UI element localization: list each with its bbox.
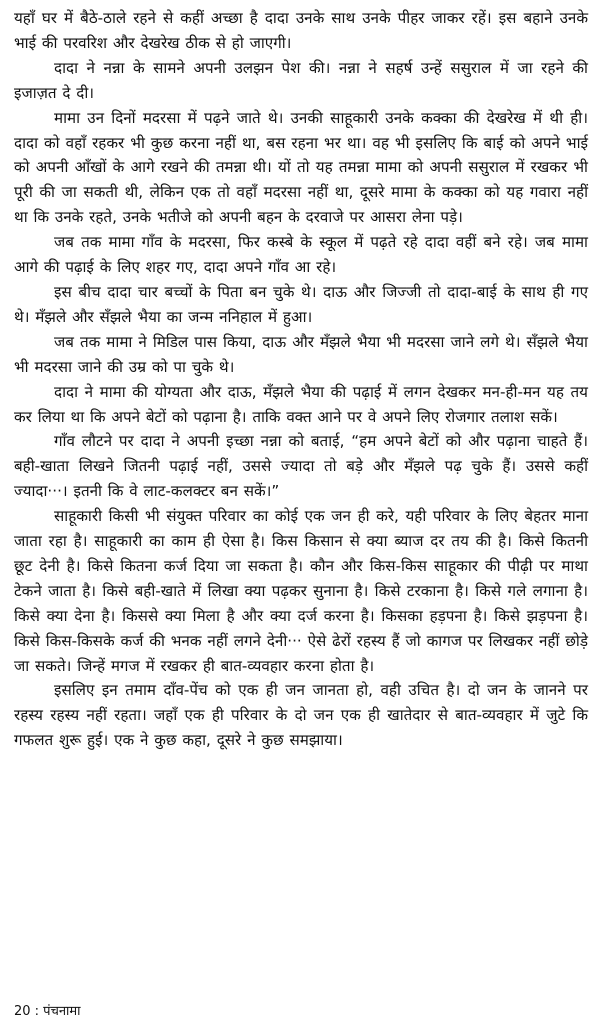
paragraph-2: दादा ने नन्ना के सामने अपनी उलझन पेश की। नन्ना ने सहर्ष उन्हें ससुराल में जा रहने की इजाज़त दे दी। (14, 58, 588, 102)
paragraph-10: इसलिए इन तमाम दाँव-पेंच को एक ही जन जानता हो, वही उचित है। दो जन के जानने पर रहस्य रहस्य नहीं रहता। जहाँ एक ही परिवार के दो जन एक ही खातेदार से बात-व्यवहार में जुटे कि गफलत शुरू हुई। एक ने कुछ कहा, दूसरे ने कुछ समझाया। (14, 681, 588, 750)
paragraph-6: जब तक मामा ने मिडिल पास किया, दाऊ और मँझले भैया भी मदरसा जाने लगे थे। सँझले भैया भी मदरसा जाने की उम्र को पा चुके थे। (14, 332, 588, 376)
paragraph-4: जब तक मामा गाँव के मदरसा, फिर कस्बे के स्कूल में पढ़ते रहे दादा वहीं बने रहे। जब मामा आगे की पढ़ाई के लिए शहर गए, दादा अपने गाँव आ रहे। (14, 233, 588, 277)
paragraph-5: इस बीच दादा चार बच्चों के पिता बन चुके थे। दाऊ और जिज्जी तो दादा-बाई के साथ ही गए थे। मँझले और सँझले भैया का जन्म ननिहाल में हुआ। (14, 282, 588, 326)
page-footer: 20 : पंचनामा (14, 1004, 81, 1019)
paragraph-9: साहूकारी किसी भी संयुक्त परिवार का कोई एक जन ही करे, यही परिवार के लिए बेहतर माना जाता रहा है। साहूकारी का काम ही ऐसा है। किस किसान से क्या ब्याज दर तय की है। किसे कितनी छूट देनी है। किसे कितना कर्ज दिया जा सकता है। कौन और किस-किस साहूकार की पीढ़ी पर माथा टेकने जाता है। किसे बही-खाते में लिखा क्या पढ़कर सुनाना है। किसे टरकाना है। किसे गले लगाना है। किसे क्या देना है। किससे क्या मिला है और क्या दर्ज करना है। किसका हड़पना है। किसे झड़पना है। किसे किस-किसके कर्ज की भनक नहीं लगने देनी··· ऐसे ढेरों रहस्य हैं जो कागज पर लिखकर नहीं छोड़े जा सकते। जिन्हें मगज में रखकर ही बात-व्यवहार करना होता है। (14, 507, 588, 675)
paragraph-7: दादा ने मामा की योग्यता और दाऊ, मँझले भैया की पढ़ाई में लगन देखकर मन-ही-मन यह तय कर लिया था कि अपने बेटों को पढ़ाना है। ताकि वक्त आने पर वे अपने लिए रोजगार तलाश सकें। (14, 382, 588, 426)
paragraph-3: मामा उन दिनों मदरसा में पढ़ने जाते थे। उनकी साहूकारी उनके कक्का की देखरेख में थी ही। दादा को वहाँ रहकर भी कुछ करना नहीं था, बस रहना भर था। वह भी इसलिए कि बाई को अपने भाई को अपनी आँखों के आगे रखने की तमन्ना थी। यों तो यह तमन्ना मामा को अपनी ससुराल में रखकर भी पूरी की जा सकती थी, लेकिन एक तो वहाँ मदरसा नहीं था, दूसरे मामा के कक्का को यह गवारा नहीं था कि उनके रहते, उनके भतीजे को अपनी बहन के दरवाजे पर आसरा लेना पड़े। (14, 108, 588, 227)
page-body (14, 6, 588, 996)
paragraph-1: यहाँ घर में बैठे-ठाले रहने से कहीं अच्छा है दादा उनके साथ उनके पीहर जाकर रहें। इस बहाने उनके भाई की परवरिश और देखरेख ठीक से हो जाएगी। (14, 9, 588, 52)
paragraph-8: गाँव लौटने पर दादा ने अपनी इच्छा नन्ना को बताई, “हम अपने बेटों को और पढ़ाना चाहते हैं। बही-खाता लिखने जितनी पढ़ाई नहीं, उससे ज्यादा तो बड़े और मँझले पढ़ चुके हैं। उससे कहीं ज्यादा···। इतनी कि वे लाट-कलक्टर बन सकें।” (14, 432, 588, 501)
